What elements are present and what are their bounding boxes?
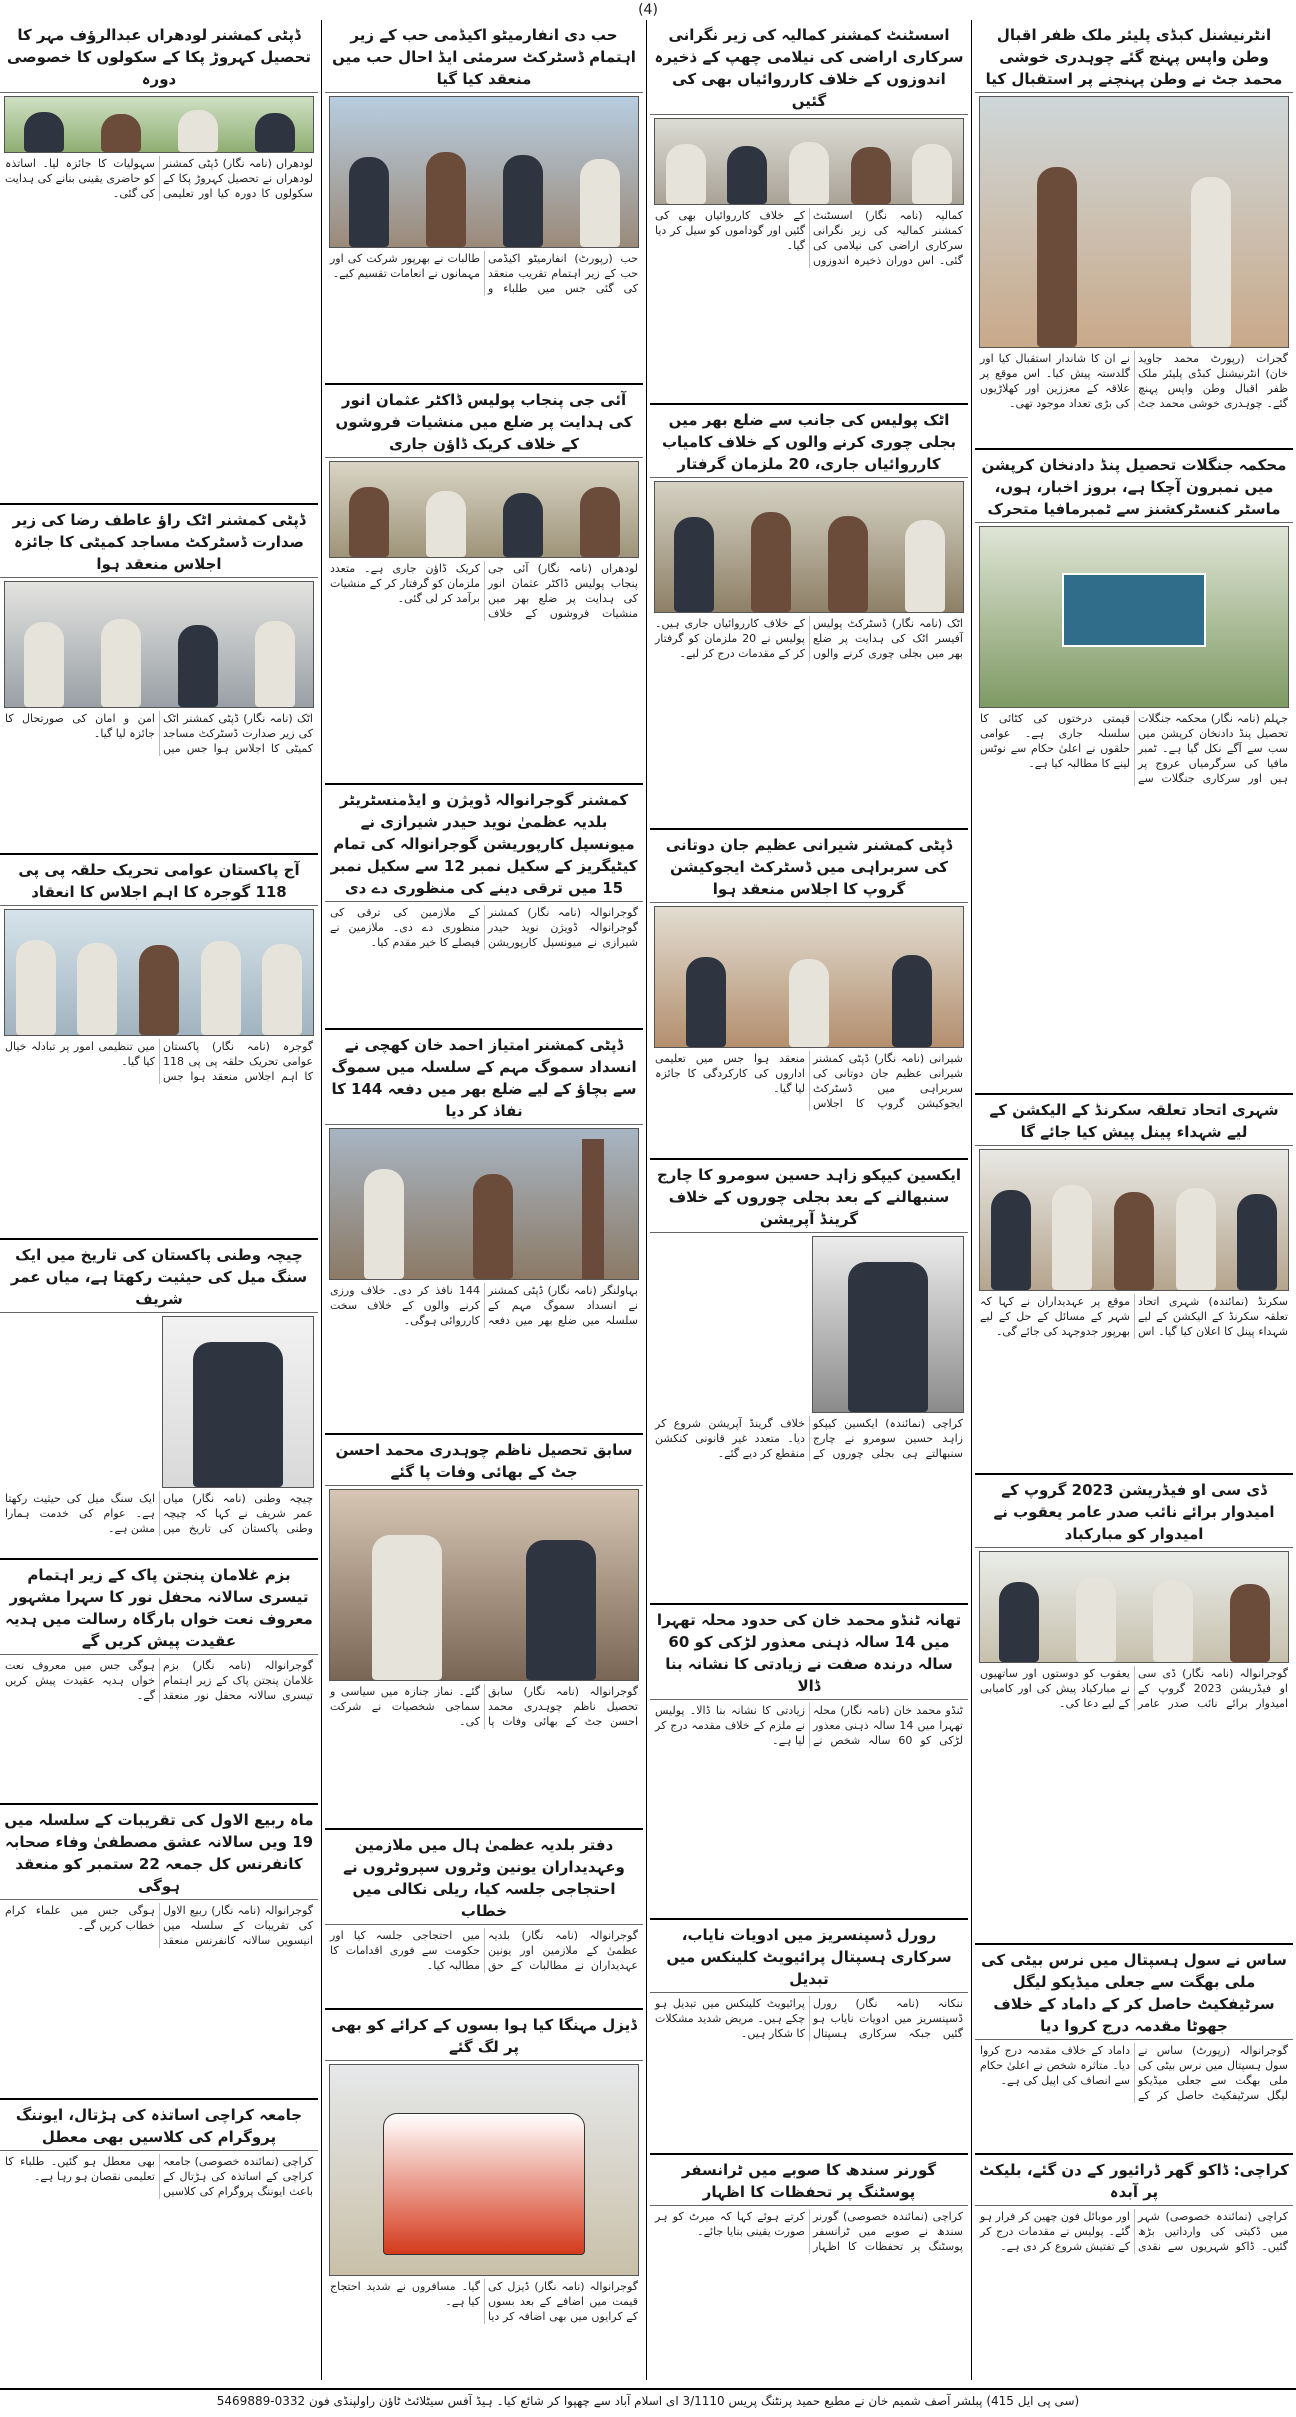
article xyxy=(0,1560,318,1805)
news-photo xyxy=(4,909,314,1036)
headline: انٹرنیشنل کبڈی پلیئر ملک ظفر اقبال وطن واپس پہنچ گئے چوہدری خوشی محمد جٹ نے وطن پہنچنے پر استقبال کیا xyxy=(975,20,1293,93)
article xyxy=(650,405,968,830)
article-body: کراچی (نمائندہ خصوصی) جامعہ کراچی کے اساتذہ کی ہڑتال کے باعث ایوننگ پروگرام کی کلاسیں بھی معطل ہو گئیں۔ طلباء کا تعلیمی نقصان ہو رہا ہے۔ xyxy=(5,2155,313,2198)
article-body: لودھراں (نامہ نگار) ڈپٹی کمشنر لودھراں نے تحصیل کہروڑ پکا کے سکولوں کا دورہ کیا اور تعلیمی سہولیات کا جائزہ لیا۔ اساتذہ کو حاضری یقینی بنانے کی ہدایت کی گئی۔ xyxy=(5,157,313,200)
article-body: گجرات (رپورٹ محمد جاوید خان) انٹرنیشنل کبڈی پلیئر ملک ظفر اقبال وطن واپس پہنچ گئے۔ چوہدری خوشی محمد جٹ نے ان کا شاندار استقبال کیا اور گلدستہ پیش کیا۔ اس موقع پر علاقہ کے معززین اور کھلاڑیوں کی بڑی تعداد موجود تھی۔ xyxy=(980,352,1288,410)
headline: ڈپٹی کمشنر امتیاز احمد خان کھچی نے انسداد سموگ مہم کے سلسلہ میں سموگ سے بچاؤ کے لیے ضلع بھر میں دفعہ 144 کا نفاذ کر دیا xyxy=(325,1030,643,1125)
headline: بزم غلامان پنجتن پاک کے زیر اہتمام تیسری سالانہ محفل نور کا سہرا مشہور معروف نعت خواں بارگاہ رسالت میں ہدیہ عقیدت پیش کریں گے xyxy=(0,1560,318,1655)
article-body: سکرنڈ (نمائندہ) شہری اتحاد تعلقہ سکرنڈ کے الیکشن کے لیے شہداء پینل کا اعلان کیا گیا۔ اس موقع پر عہدیداران نے کہا کہ شہر کے مسائل کے حل کے لیے بھرپور جدوجہد کی جائے گی۔ xyxy=(980,1295,1288,1338)
headline: سابق تحصیل ناظم چوہدری محمد احسن جٹ کے بھائی وفات پا گئے xyxy=(325,1435,643,1486)
news-photo xyxy=(329,2064,639,2276)
article-body: اٹک (نامہ نگار) ڈسٹرکٹ پولیس آفیسر اٹک کی ہدایت پر ضلع بھر میں بجلی چوری کرنے والوں کے خلاف کارروائیاں جاری ہیں۔ پولیس نے 20 ملزمان کو گرفتار کر کے مقدمات درج کر لیے۔ xyxy=(655,617,963,660)
article-body: ٹنڈو محمد خان (نامہ نگار) محلہ تھہرا میں 14 سالہ ذہنی معذور لڑکی کو 60 سالہ شخص نے زیادتی کا نشانہ بنا ڈالا۔ پولیس نے ملزم کے خلاف مقدمہ درج کر لیا ہے۔ xyxy=(655,1704,963,1747)
article-body: گوجرانوالہ (نامہ نگار) ربیع الاول کی تقریبات کے سلسلہ میں انیسویں سالانہ کانفرنس منعقد ہوگی جس میں علماء کرام خطاب کریں گے۔ xyxy=(5,1904,313,1947)
headline: ساس نے سول ہسپتال میں نرس بیٹی کی ملی بھگت سے جعلی میڈیکو لیگل سرٹیفکیٹ حاصل کر کے داماد کے خلاف جھوٹا مقدمہ درج کروا دیا xyxy=(975,1945,1293,2040)
article-body: گوجرانوالہ (نامہ نگار) بزم غلامان پنجتن پاک کے زیر اہتمام تیسری سالانہ محفل نور منعقد ہوگی جس میں معروف نعت خواں ہدیہ عقیدت پیش کریں گے۔ xyxy=(5,1659,313,1702)
article xyxy=(650,2155,968,2380)
article-body: کراچی (نمائندہ) ایکسین کیپکو زاہد حسین سومرو نے چارج سنبھالتے ہی بجلی چوروں کے خلاف گرینڈ آپریشن شروع کر دیا۔ متعدد غیر قانونی کنکشن منقطع کر دیے گئے۔ xyxy=(655,1417,963,1460)
news-photo xyxy=(162,1316,314,1488)
article-body: گوجرانوالہ (نامہ نگار) ڈی سی او فیڈریشن 2023 گروپ کے امیدوار برائے نائب صدر عامر یعقوب کو دوستوں اور ساتھیوں نے مبارکباد پیش کی اور کامیابی کے لیے دعا کی۔ xyxy=(980,1667,1288,1710)
headline: جامعہ کراچی اساتذہ کی ہڑتال، ایوننگ پروگرام کی کلاسیں بھی معطل xyxy=(0,2100,318,2151)
article xyxy=(325,1435,643,1830)
article-body: حب (رپورٹ) انفارمیٹو اکیڈمی حب کے زیر اہتمام تقریب منعقد کی گئی جس میں طلباء و طالبات نے بھرپور شرکت کی اور مہمانوں نے انعامات تقسیم کیے۔ xyxy=(330,252,638,295)
article xyxy=(0,2100,318,2380)
article xyxy=(0,855,318,1240)
news-photo xyxy=(4,581,314,708)
article-body: کراچی (نمائندہ خصوصی) گورنر سندھ نے صوبے میں ٹرانسفر پوسٹنگ پر تحفظات کا اظہار کرتے ہوئے کہا کہ میرٹ کو ہر صورت یقینی بنایا جائے۔ xyxy=(655,2210,963,2253)
article-body: شیرانی (نامہ نگار) ڈپٹی کمشنر شیرانی عظیم جان دوتانی کی سربراہی میں ڈسٹرکٹ ایجوکیشن گروپ کا اجلاس منعقد ہوا جس میں تعلیمی اداروں کی کارکردگی کا جائزہ لیا گیا۔ xyxy=(655,1052,963,1110)
headline: ڈپٹی کمشنر اٹک راؤ عاطف رضا کی زیر صدارت ڈسٹرکٹ مساجد کمیٹی کا جائزہ اجلاس منعقد ہوا xyxy=(0,505,318,578)
headline: شہری اتحاد تعلقہ سکرنڈ کے الیکشن کے لیے شہداء پینل پیش کیا جائے گا xyxy=(975,1095,1293,1146)
article-body: گوجرانوالہ (نامہ نگار) ڈیزل کی قیمت میں اضافے کے بعد بسوں کے کرایوں میں بھی اضافہ کر دیا گیا۔ مسافروں نے شدید احتجاج کیا ہے۔ xyxy=(330,2280,638,2323)
news-photo xyxy=(329,1128,639,1280)
headline: تھانہ ٹنڈو محمد خان کی حدود محلہ تھہرا میں 14 سالہ ذہنی معذور لڑکی کو 60 سالہ درندہ صفت نے زیادتی کا نشانہ بنا ڈالا xyxy=(650,1605,968,1700)
news-photo xyxy=(979,1551,1289,1663)
news-photo xyxy=(4,96,314,153)
column-2 xyxy=(650,20,968,2380)
page-number: (4) xyxy=(638,2,658,18)
article xyxy=(650,20,968,405)
article xyxy=(650,1605,968,1920)
article-body: لودھراں (نامہ نگار) آئی جی پنجاب پولیس ڈاکٹر عثمان انور کی ہدایت پر ضلع بھر میں منشیات فروشوں کے خلاف کریک ڈاؤن جاری ہے۔ متعدد ملزمان کو گرفتار کر کے منشیات برآمد کر لی گئی۔ xyxy=(330,562,638,620)
article xyxy=(650,1160,968,1605)
headline: ڈی سی او فیڈریشن 2023 گروپ کے امیدوار برائے نائب صدر عامر یعقوب نے امیدوار کو مبارکباد xyxy=(975,1475,1293,1548)
headline: حب دی انفارمیٹو اکیڈمی حب کے زیر اہتمام ڈسٹرکٹ سرمئی ایڈ احال حب میں منعقد کیا گیا xyxy=(325,20,643,93)
news-photo xyxy=(979,1149,1289,1291)
article-body: چیچہ وطنی (نامہ نگار) میاں عمر شریف نے کہا کہ چیچہ وطنی پاکستان کی تاریخ میں ایک سنگ میل کی حیثیت رکھتا ہے۔ عوام کی خدمت ہمارا مشن ہے۔ xyxy=(5,1492,313,1535)
news-photo xyxy=(654,906,964,1048)
article-body: گوجرانوالہ (نامہ نگار) کمشنر گوجرانوالہ ڈویژن نوید حیدر شیرازی نے میونسپل کارپوریشن کے ملازمین کی ترقی کی منظوری دے دی۔ ملازمین نے فیصلے کا خیر مقدم کیا۔ xyxy=(330,906,638,949)
article-body: بہاولنگر (نامہ نگار) ڈپٹی کمشنر نے انسداد سموگ مہم کے سلسلہ میں ضلع بھر میں دفعہ 144 نافذ کر دی۔ خلاف ورزی کرنے والوں کے خلاف سخت کارروائی ہوگی۔ xyxy=(330,1284,638,1327)
column-divider xyxy=(971,20,972,2380)
article-body: گوجرانوالہ (نامہ نگار) سابق تحصیل ناظم چوہدری محمد احسن جٹ کے بھائی وفات پا گئے۔ نماز جنازہ میں سیاسی و سماجی شخصیات نے شرکت کی۔ xyxy=(330,1685,638,1728)
column-4 xyxy=(0,20,318,2380)
headline: ماہ ربیع الاول کی تقریبات کے سلسلہ میں 19 ویں سالانہ عشق مصطفیٰ وفاء صحابہ کانفرنس کل جمعہ 22 ستمبر کو منعقد ہوگی xyxy=(0,1805,318,1900)
article xyxy=(325,785,643,1030)
headline: رورل ڈسپنسریز میں ادویات نایاب، سرکاری ہسپتال پرائیویٹ کلینکس میں تبدیل xyxy=(650,1920,968,1993)
article-body: کمالیہ (نامہ نگار) اسسٹنٹ کمشنر کمالیہ کی زیر نگرانی سرکاری اراضی کی نیلامی کی گئی۔ اس دوران ذخیرہ اندوزوں کے خلاف کارروائیاں بھی کی گئیں اور گوداموں کو سیل کر دیا گیا۔ xyxy=(655,209,963,267)
article-body: گوجرانوالہ (رپورٹ) ساس نے سول ہسپتال میں نرس بیٹی کی ملی بھگت سے جعلی میڈیکو لیگل سرٹیفکیٹ حاصل کر کے داماد کے خلاف مقدمہ درج کروا دیا۔ متاثرہ شخص نے اعلیٰ حکام سے انصاف کی اپیل کی ہے۔ xyxy=(980,2044,1288,2102)
headline: کراچی: ڈاکو گھر ڈرائیور کے دن گئے، بلیکٹ پر آبدہ xyxy=(975,2155,1293,2206)
news-photo xyxy=(329,1489,639,1681)
news-photo xyxy=(979,526,1289,708)
article xyxy=(975,450,1293,1095)
headline: اٹک پولیس کی جانب سے ضلع بھر میں بجلی چوری کرنے والوں کے خلاف کامیاب کارروائیاں جاری، 20 ملزمان گرفتار xyxy=(650,405,968,478)
headline: ایکسین کیپکو زاہد حسین سومرو کا چارج سنبھالنے کے بعد بجلی چوروں کے خلاف گرینڈ آپریشن xyxy=(650,1160,968,1233)
article xyxy=(650,1920,968,2155)
news-photo xyxy=(329,461,639,558)
headline: کمشنر گوجرانوالہ ڈویژن و ایڈمنسٹریٹر بلدیہ عظمیٰ نوید حیدر شیرازی نے میونسپل کارپوریشن گوجرانوالہ کی تمام کیٹیگریز کے سکیل نمبر 12 سے سکیل نمبر 15 میں ترقی دینے کی منظوری دے دی xyxy=(325,785,643,902)
news-photo xyxy=(979,96,1289,348)
article xyxy=(0,505,318,855)
article-body: گوجرہ (نامہ نگار) پاکستان عوامی تحریک حلقہ پی پی 118 کا اہم اجلاس منعقد ہوا جس میں تنظیمی امور پر تبادلہ خیال کیا گیا۔ xyxy=(5,1040,313,1083)
article xyxy=(325,2010,643,2380)
headline: گورنر سندھ کا صوبے میں ٹرانسفر پوسٹنگ پر تحفظات کا اظہار xyxy=(650,2155,968,2206)
footer-imprint: (سی پی ایل 415) پبلشر آصف شمیم خان نے مطبع حمید پرنٹنگ پریس 3/1110 ای اسلام آباد سے چھپوا کر شائع کیا۔ ہیڈ آفس سیٹلائٹ ٹاؤن راولپنڈی فون 0332-5469889 xyxy=(0,2388,1296,2414)
news-photo xyxy=(329,96,639,248)
headline: دفتر بلدیہ عظمیٰ ہال میں ملازمین وعہدیداران یونین وٹروں سپروٹروں نے احتجاجی جلسہ کیا، ریلی نکالی میں خطاب xyxy=(325,1830,643,1925)
article-body: کراچی (نمائندہ خصوصی) شہر میں ڈکیتی کی وارداتیں بڑھ گئیں۔ ڈاکو شہریوں سے نقدی اور موبائل فون چھین کر فرار ہو گئے۔ پولیس نے مقدمات درج کر کے تفتیش شروع کر دی ہے۔ xyxy=(980,2210,1288,2253)
article xyxy=(325,1030,643,1435)
headline: اسسٹنٹ کمشنر کمالیہ کی زیر نگرانی سرکاری اراضی کی نیلامی چھپ کے ذخیرہ اندوزوں کے خلاف کارروائیاں بھی کی گئیں xyxy=(650,20,968,115)
article-body: گوجرانوالہ (نامہ نگار) بلدیہ عظمیٰ کے ملازمین اور یونین عہدیداران نے مطالبات کے حق میں احتجاجی جلسہ کیا اور حکومت سے فوری اقدامات کا مطالبہ کیا۔ xyxy=(330,1929,638,1972)
column-3 xyxy=(325,20,643,2380)
article xyxy=(325,385,643,785)
headline: ڈیزل مہنگا کیا ہوا بسوں کے کرائے کو بھی پر لگ گئے xyxy=(325,2010,643,2061)
headline: آج پاکستان عوامی تحریک حلقہ پی پی 118 گوجرہ کا اہم اجلاس کا انعقاد xyxy=(0,855,318,906)
column-divider xyxy=(646,20,647,2380)
news-photo xyxy=(654,481,964,613)
headline: ڈپٹی کمشنر لودھراں عبدالرؤف مہر کا تحصیل کہروڑ پکا کے سکولوں کا خصوصی دورہ xyxy=(0,20,318,93)
article xyxy=(975,1095,1293,1475)
column-divider xyxy=(321,20,322,2380)
column-1 xyxy=(975,20,1293,2380)
news-photo xyxy=(812,1236,964,1413)
article xyxy=(0,20,318,505)
article xyxy=(975,20,1293,450)
headline: ڈپٹی کمشنر شیرانی عظیم جان دوتانی کی سربراہی میں ڈسٹرکٹ ایجوکیشن گروپ کا اجلاس منعقد ہوا xyxy=(650,830,968,903)
headline: چیچہ وطنی پاکستان کی تاریخ میں ایک سنگ میل کی حیثیت رکھتا ہے، میاں عمر شریف xyxy=(0,1240,318,1313)
article xyxy=(0,1805,318,2100)
article xyxy=(0,1240,318,1560)
article-body: اٹک (نامہ نگار) ڈپٹی کمشنر اٹک کی زیر صدارت ڈسٹرکٹ مساجد کمیٹی کا اجلاس ہوا جس میں امن و امان کی صورتحال کا جائزہ لیا گیا۔ xyxy=(5,712,313,755)
article xyxy=(975,1945,1293,2155)
headline: آئی جی پنجاب پولیس ڈاکٹر عثمان انور کی ہدایت پر ضلع میں منشیات فروشوں کے خلاف کریک ڈاؤن جاری xyxy=(325,385,643,458)
article xyxy=(325,1830,643,2010)
article xyxy=(975,1475,1293,1945)
news-photo xyxy=(654,118,964,205)
article xyxy=(975,2155,1293,2380)
article xyxy=(650,830,968,1160)
article-body: ننکانہ (نامہ نگار) رورل ڈسپنسریز میں ادویات نایاب ہو گئیں جبکہ سرکاری ہسپتال پرائیویٹ کلینکس میں تبدیل ہو چکے ہیں۔ مریض شدید مشکلات کا شکار ہیں۔ xyxy=(655,1997,963,2040)
article-body: جہلم (نامہ نگار) محکمہ جنگلات تحصیل پنڈ دادنخان کرپشن میں سب سے آگے نکل گیا ہے۔ ٹمبر مافیا کی سرگرمیاں عروج پر ہیں اور سرکاری جنگلات سے قیمتی درختوں کی کٹائی کا سلسلہ جاری ہے۔ عوامی حلقوں نے اعلیٰ حکام سے نوٹس لینے کا مطالبہ کیا ہے۔ xyxy=(980,712,1288,785)
article xyxy=(325,20,643,385)
headline: محکمہ جنگلات تحصیل پنڈ دادنخان کرپشن میں نمبرون آچکا ہے، بروز اخبار، ہوں، ماسٹر کنسٹرکشنز سے ٹمبرمافیا متحرک xyxy=(975,450,1293,523)
